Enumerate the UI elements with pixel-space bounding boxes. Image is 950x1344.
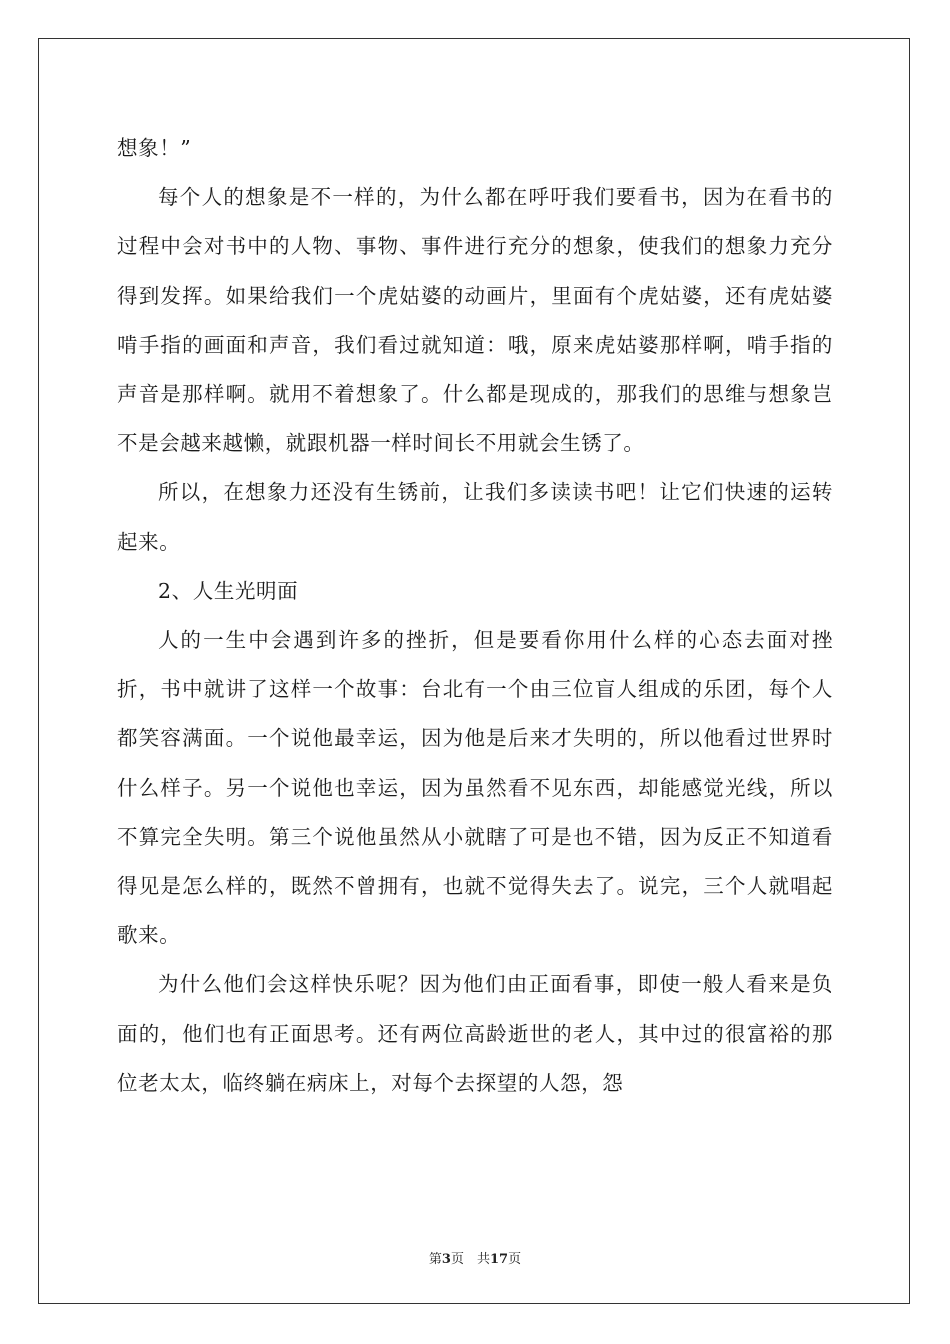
paragraph-continuation: 想象！”	[117, 136, 192, 160]
footer-page-number: 3	[441, 1252, 451, 1267]
footer-middle: 页 共	[450, 1252, 490, 1267]
footer-suffix: 页	[508, 1252, 522, 1267]
paragraph-band-story: 人的一生中会遇到许多的挫折，但是要看你用什么样的心态去面对挫折，书中就讲了这样一个故事：台北有一个由三位盲人组成的乐团，每个人都笑容满面。一个说他最幸运，因为他是后来才失明的，所以他看过世界时什么样子。另一个说他也幸运，因为虽然看不见东西，却能感觉光线，所以不算完全失明。第三个说他虽然从小就瞎了可是也不错，因为反正不知道看得见是怎么样的，既然不曾拥有，也就不觉得失去了。说完，三个人就唱起歌来。	[117, 628, 833, 948]
footer-total-pages: 17	[489, 1252, 509, 1267]
paragraph-conclusion: 所以，在想象力还没有生锈前，让我们多读读书吧！让它们快速的运转起来。	[117, 480, 833, 554]
paragraph-positive-thinking: 为什么他们会这样快乐呢？因为他们由正面看事，即使一般人看来是负面的，他们也有正面思考。还有两位高龄逝世的老人，其中过的很富裕的那位老太太，临终躺在病床上，对每个去探望的人怨，怨	[117, 972, 833, 1095]
footer-prefix: 第	[428, 1252, 442, 1267]
document-body	[117, 124, 833, 1108]
section-heading: 2、人生光明面	[158, 578, 299, 603]
page-footer	[0, 1248, 950, 1267]
paragraph-imagination: 每个人的想象是不一样的，为什么都在呼吁我们要看书，因为在看书的过程中会对书中的人物、事物、事件进行充分的想象，使我们的想象力充分得到发挥。如果给我们一个虎姑婆的动画片，里面有个虎姑婆，还有虎姑婆啃手指的画面和声音，我们看过就知道：哦，原来虎姑婆那样啊，啃手指的声音是那样啊。就用不着想象了。什么都是现成的，那我们的思维与想象岂不是会越来越懒，就跟机器一样时间长不用就会生锈了。	[117, 185, 833, 456]
